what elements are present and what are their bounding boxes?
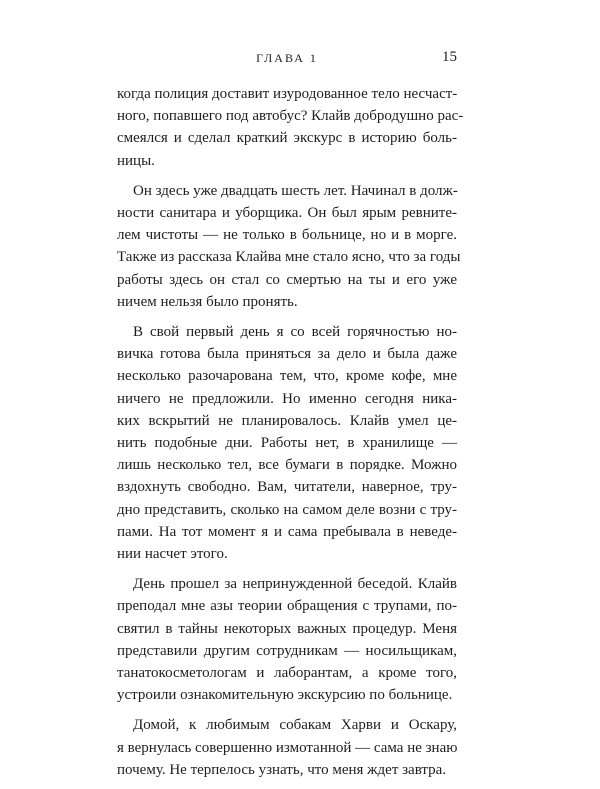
text-line: ницы. [117,152,155,169]
text-line: лем чистоты — не только в больнице, но и в морге. [117,227,457,244]
paragraph-2 [117,180,461,313]
text-line: работы здесь он стал со смертью на ты и его уже [117,271,457,288]
text-line: вичка готова была приняться за дело и была даже [117,346,457,363]
text-line: Домой, к любимым собакам Харви и Оскару, [133,717,457,734]
text-line: ничем нельзя было пронять. [117,293,298,310]
paragraph-3 [117,321,457,565]
text-line: ного, попавшего под автобус? Клайв добродушно рас- [117,108,464,125]
text-line: я вернулась совершенно измотанной — сама не знаю [117,739,458,756]
text-line: представили другим сотрудникам — носильщикам, [117,642,457,659]
text-line: Также из рассказа Клайва мне стало ясно, что за годы [117,249,461,266]
text-line: когда полиция доставит изуродованное тело несчаст- [117,86,458,102]
text-line: вздохнуть свободно. Вам, читатели, наверное, тру- [117,479,457,496]
text-line: День прошел за непринужденной беседой. Клайв [133,576,457,593]
page-number: 15 [442,49,457,65]
text-line: нии насчет этого. [117,546,228,563]
text-line: ничего не предложили. Но именно сегодня ника- [117,390,457,407]
running-head: ГЛАВА 1 [256,51,318,65]
text-line: Он здесь уже двадцать шесть лет. Начинал в долж- [133,182,458,199]
text-line: святил в тайны некоторых важных процедур. Меня [117,620,457,637]
text-line: смеялся и сделал краткий экскурс в историю боль- [117,130,457,147]
text-line: устроили ознакомительную экскурсию по больнице. [117,687,453,704]
paragraph-4 [117,573,457,706]
paragraph-1 [117,83,464,172]
body-text [117,83,464,789]
text-line: нить подобные дни. Работы нет, в хранилище — [117,435,457,452]
text-line: дно представить, сколько на самом деле возни с тру- [117,501,457,518]
text-line: В свой первый день я со всей горячностью но- [133,324,457,341]
text-line: ких вскрытий не планировалось. Клайв умел це- [117,412,457,429]
page-header [117,46,457,70]
text-line: пами. На тот момент я и сама пребывала в неведе- [117,523,457,540]
paragraph-5 [117,714,457,781]
text-line: несколько разочарована тем, что, кроме кофе, мне [117,368,457,385]
text-line: танатокосметологам и лаборантам, а кроме того, [117,665,457,682]
text-line: преподал мне азы теории обращения с трупами, по- [117,598,457,615]
text-line: лишь несколько тел, все бумаги в порядке. Можно [117,457,457,474]
text-line: ности санитара и уборщика. Он был ярым ревните- [117,205,457,222]
text-line: почему. Не терпелось узнать, что меня ждет завтра. [117,761,447,778]
